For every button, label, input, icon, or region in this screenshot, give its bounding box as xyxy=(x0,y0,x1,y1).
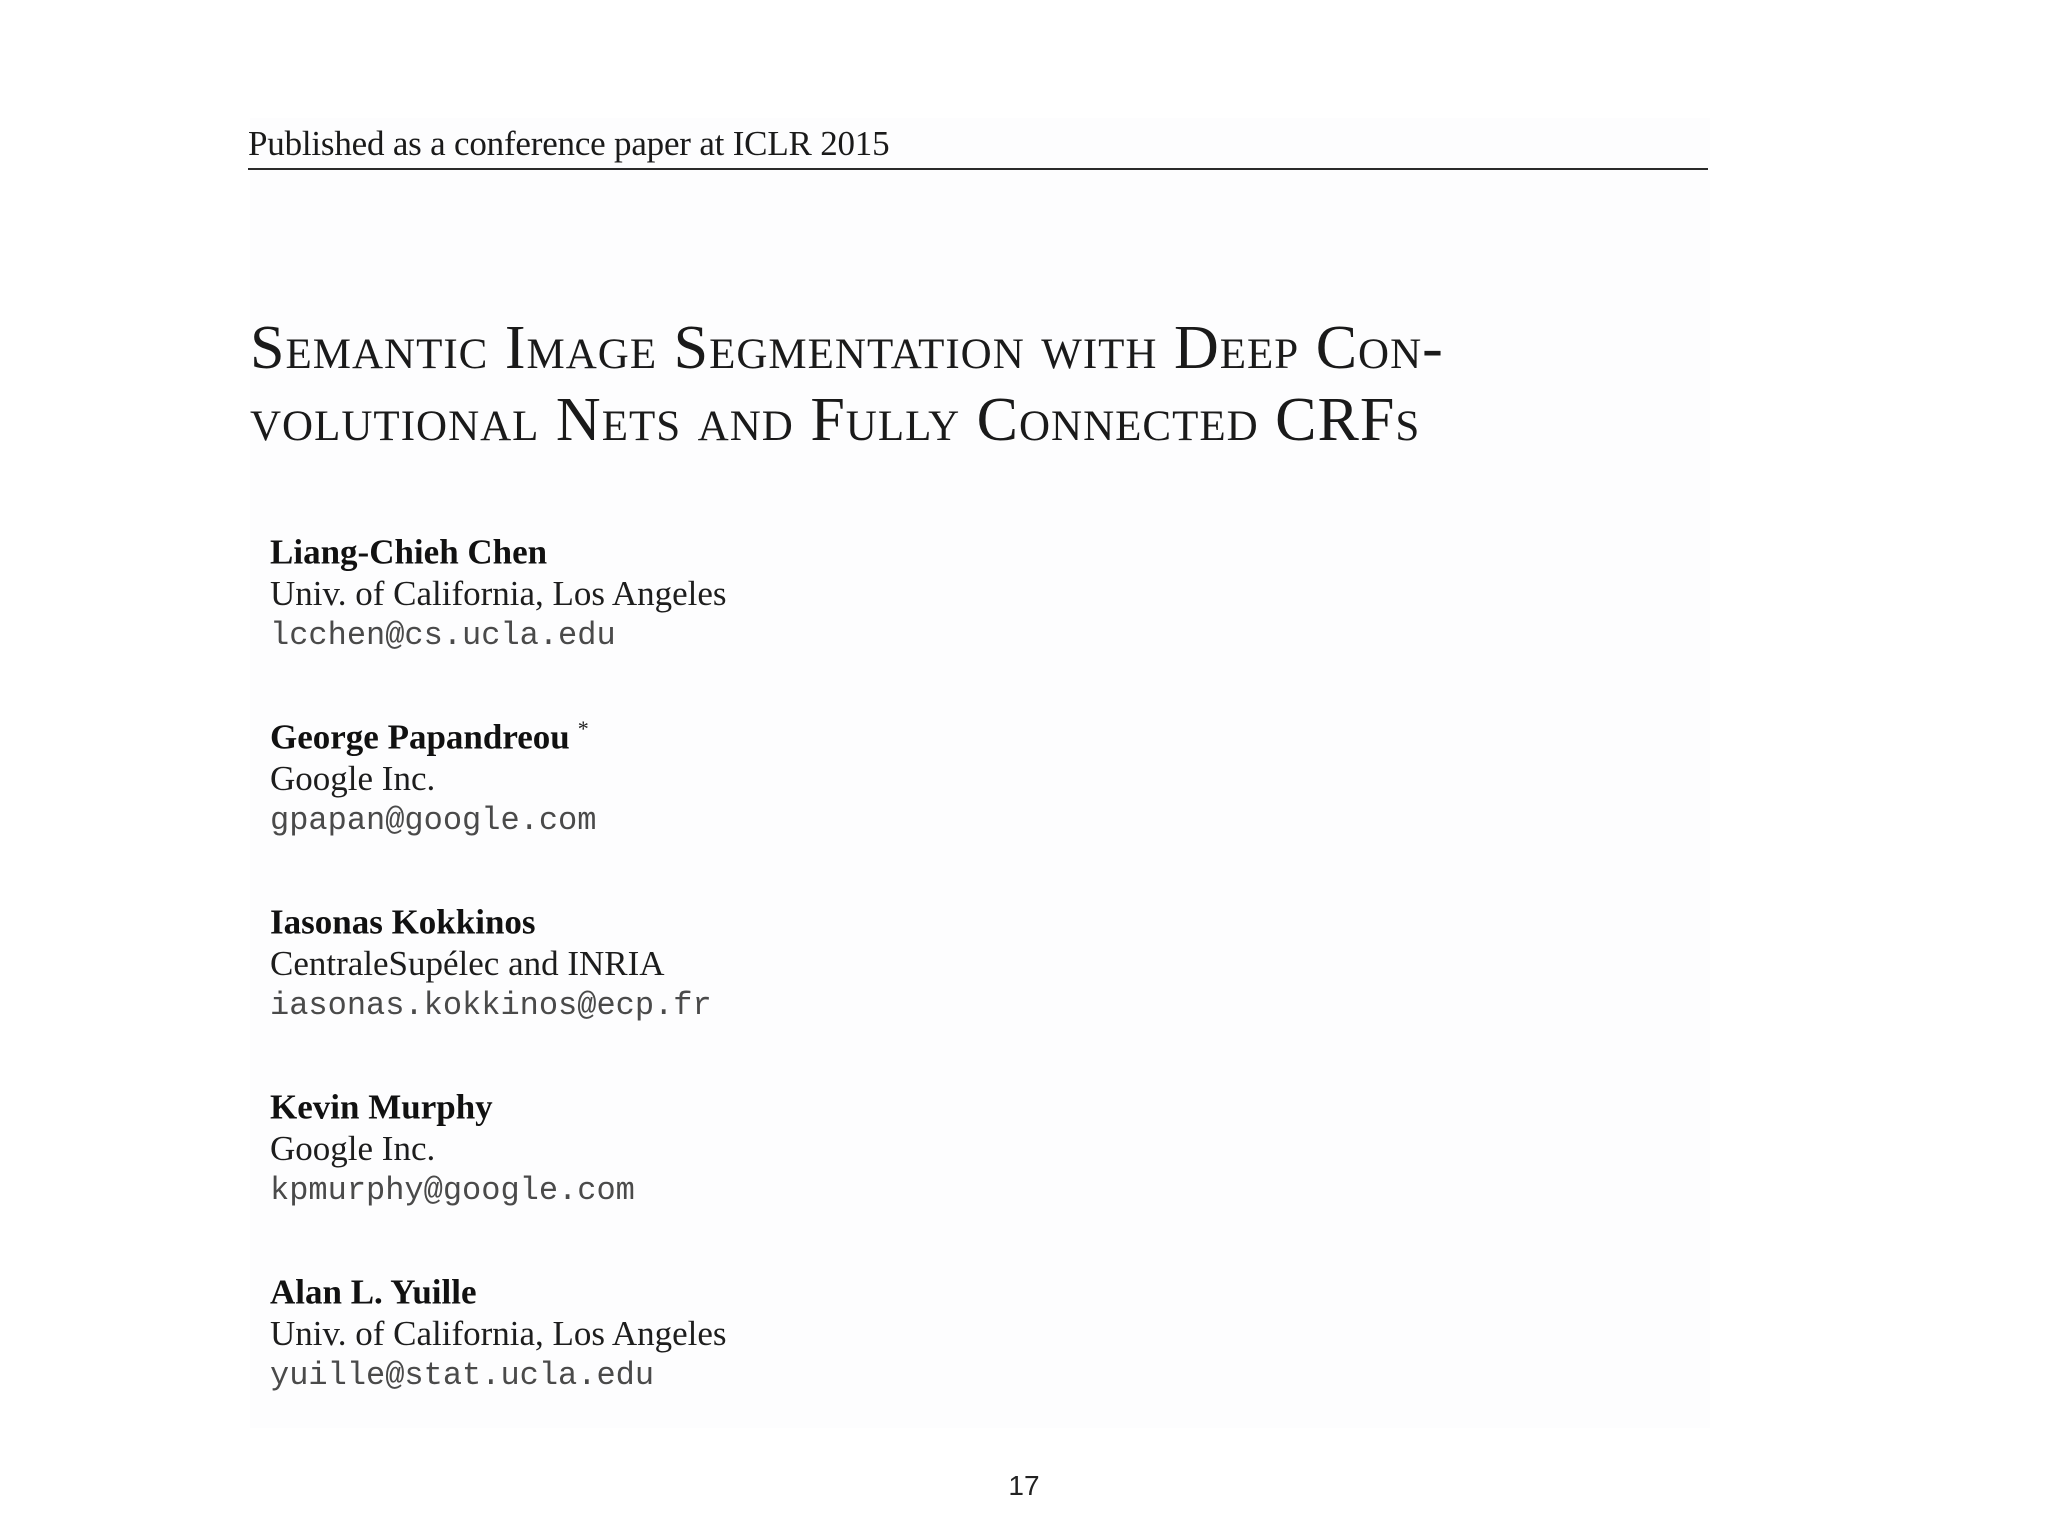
author-block xyxy=(270,524,1170,709)
author-name: Alan L. Yuille xyxy=(270,1272,477,1312)
author-block xyxy=(270,894,1170,1079)
author-name-wrapper xyxy=(270,894,1170,943)
paper-title-line-1: Semantic Image Segmentation with Deep Con- xyxy=(250,314,1444,382)
author-name-wrapper xyxy=(270,709,1170,758)
author-email: yuille@stat.ucla.edu xyxy=(270,1356,655,1394)
author-block xyxy=(270,709,1170,894)
author-name: Iasonas Kokkinos xyxy=(270,902,536,942)
running-header: Published as a conference paper at ICLR 2015 xyxy=(248,124,890,163)
author-affiliation: Univ. of California, Los Angeles xyxy=(270,1313,727,1353)
author-name-wrapper xyxy=(270,1079,1170,1128)
author-email: gpapan@google.com xyxy=(270,801,597,839)
author-email: lcchen@cs.ucla.edu xyxy=(270,616,616,654)
author-block xyxy=(270,1079,1170,1264)
author-email: kpmurphy@google.com xyxy=(270,1171,635,1209)
author-email: iasonas.kokkinos@ecp.fr xyxy=(270,986,712,1024)
author-block xyxy=(270,1264,1170,1449)
paper-title-line-2: volutional Nets and Fully Connected CRFs xyxy=(250,386,1421,454)
author-name-wrapper xyxy=(270,1264,1170,1313)
author-affiliation: Google Inc. xyxy=(270,1128,436,1168)
header-rule xyxy=(248,168,1708,170)
author-name-wrapper xyxy=(270,524,1170,573)
author-list xyxy=(270,524,1170,1449)
author-footnote-mark: * xyxy=(577,716,589,741)
paper-title xyxy=(250,312,1720,456)
author-affiliation: Google Inc. xyxy=(270,758,436,798)
author-name: Kevin Murphy xyxy=(270,1087,493,1127)
author-name: George Papandreou xyxy=(270,717,570,757)
author-affiliation: Univ. of California, Los Angeles xyxy=(270,573,727,613)
slide-number: 17 xyxy=(1008,1470,1040,1501)
author-affiliation: CentraleSupélec and INRIA xyxy=(270,943,665,983)
author-name: Liang-Chieh Chen xyxy=(270,532,548,572)
